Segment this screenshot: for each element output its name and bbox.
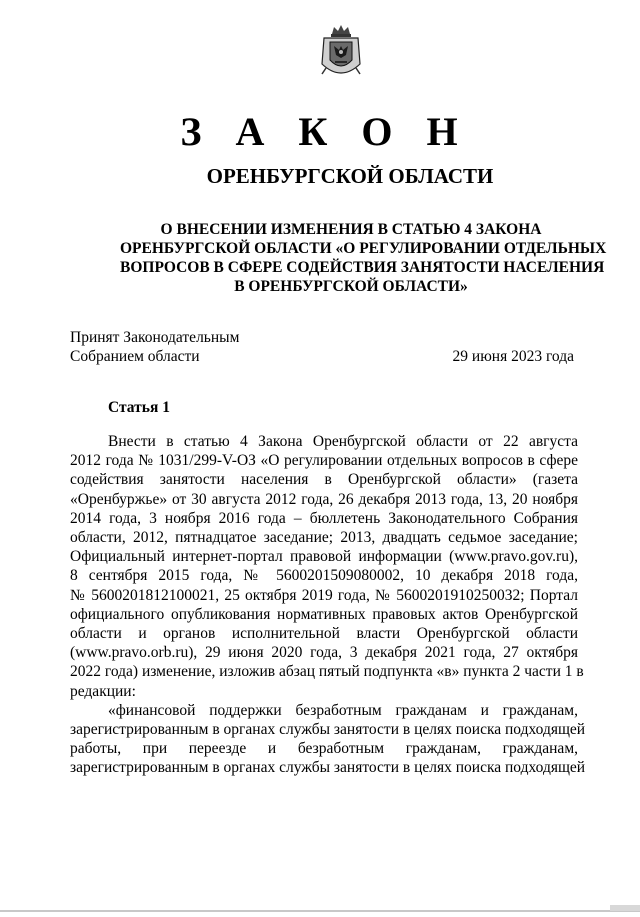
body-line: редакции: — [70, 682, 136, 700]
scan-edge-mark — [610, 905, 640, 911]
body-line: зарегистрированным в органах службы занятости в целях поиска подходящей — [70, 759, 586, 777]
adoption-line: Принят Законодательным — [70, 329, 240, 346]
article-title: Статья 1 — [108, 399, 170, 416]
body-line: работы, при переезде и безработным гражданам, гражданам, — [70, 740, 578, 758]
body-line: «финансовой поддержки безработным гражданам и гражданам, — [108, 701, 578, 719]
law-heading — [120, 220, 607, 296]
region-subtitle: ОРЕНБУРГСКОЙ ОБЛАСТИ — [206, 164, 494, 188]
heading-line: ВОПРОСОВ В СФЕРЕ СОДЕЙСТВИЯ ЗАНЯТОСТИ НАСЕЛЕНИЯ — [120, 259, 605, 276]
body-line: Официальный интернет-портал правовой информации (www.pravo.gov.ru), — [70, 548, 578, 566]
body-line: содействия занятости населения в Оренбургской области» (газета — [70, 471, 578, 489]
body-line: 2022 года) изменение, изложив абзац пятый подпункта «в» пункта 2 части 1 в — [70, 663, 584, 681]
body-line: 8 сентября 2015 года, № 5600201509080002, 10 декабря 2018 года, — [70, 567, 578, 585]
body-line: № 5600201812100021, 25 октября 2019 года, № 5600201910250032; Портал — [70, 586, 578, 604]
article-body — [70, 432, 586, 778]
law-title: З А К О Н — [180, 109, 470, 154]
body-line: области и органов исполнительной власти Оренбургской области — [70, 625, 578, 643]
heading-line: ОРЕНБУРГСКОЙ ОБЛАСТИ «О РЕГУЛИРОВАНИИ ОТДЕЛЬНЫХ — [120, 240, 607, 257]
body-line: официального опубликования нормативных правовых актов Оренбургской — [70, 605, 578, 623]
heading-line: В ОРЕНБУРГСКОЙ ОБЛАСТИ» — [234, 278, 468, 295]
adoption-line: Собранием области — [70, 348, 200, 365]
body-line: «Оренбуржье» от 30 августа 2012 года, 26 декабря 2013 года, 13, 20 ноября — [70, 490, 578, 508]
body-line: зарегистрированным в органах службы занятости в целях поиска подходящей — [70, 721, 586, 739]
heading-line: О ВНЕСЕНИИ ИЗМЕНЕНИЯ В СТАТЬЮ 4 ЗАКОНА — [160, 221, 542, 238]
body-line: Внести в статью 4 Закона Оренбургской области от 22 августа — [108, 433, 578, 450]
coat-of-arms-icon — [318, 24, 364, 80]
scan-edge — [0, 910, 640, 912]
adoption-note — [70, 328, 239, 366]
body-line: области, 2012, пятнадцатое заседание; 2013, двадцать седьмое заседание; — [70, 529, 578, 547]
body-line: 2012 года № 1031/299-V-ОЗ «О регулировании отдельных вопросов в сфере — [70, 452, 578, 470]
adoption-date: 29 июня 2023 года — [452, 348, 574, 365]
body-line: (www.pravo.orb.ru), 29 июня 2020 года, 3 декабря 2021 года, 27 октября — [70, 644, 578, 662]
body-line: 2014 года, 3 ноября 2016 года – бюллетень Законодательного Собрания — [70, 509, 578, 527]
